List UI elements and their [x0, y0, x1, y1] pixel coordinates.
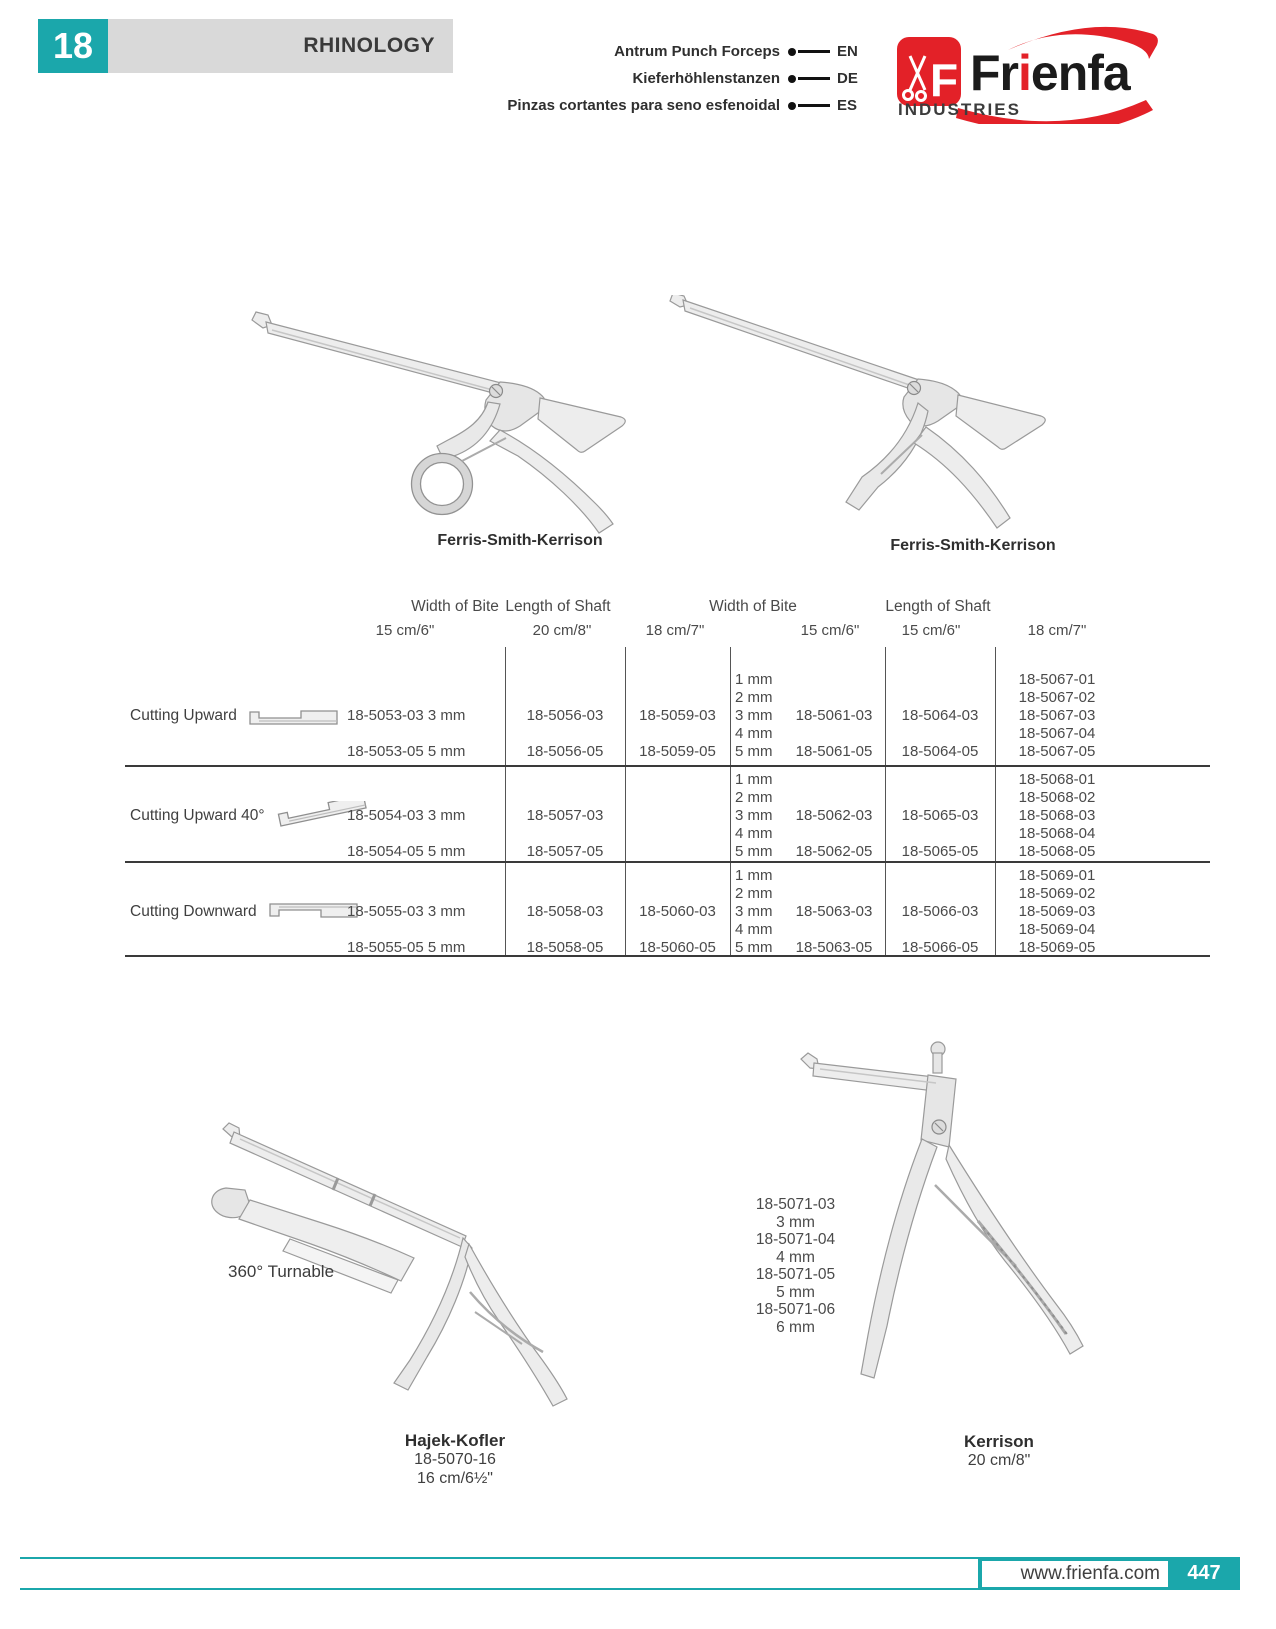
table-cell: [347, 689, 502, 707]
table-cell: [887, 825, 993, 843]
table-cell: 18-5067-03: [1018, 707, 1096, 724]
table-cell: 18-5053-03 3 mm: [347, 707, 466, 724]
table-cell: [887, 867, 993, 885]
table-cell: [507, 921, 623, 939]
brand-subtitle: INDUSTRIES: [898, 100, 1021, 119]
table-cell: [627, 843, 728, 861]
section-title: RHINOLOGY: [303, 34, 435, 57]
table-cell: [347, 725, 502, 743]
table-block-cutting-upward: [125, 671, 1210, 761]
table-cell: 18-5065-03: [901, 807, 979, 824]
product-name-row-en: [383, 38, 863, 65]
table-column-g1_15: [347, 867, 502, 957]
kerrison-code-line: 18-5071-06: [755, 1301, 836, 1318]
lang-code-de: DE: [837, 70, 858, 87]
table-cell: 18-5057-03: [526, 807, 604, 824]
column-header: 20 cm/8": [532, 622, 592, 639]
table-column-g2_15: [785, 771, 883, 861]
lang-code-es: ES: [837, 97, 858, 114]
table-cell: [785, 789, 883, 807]
group-header: Width of Bite: [709, 598, 797, 615]
table-cell: 5 mm: [735, 743, 773, 760]
hajek-kofler-name: Hajek-Kofler: [404, 1431, 506, 1450]
table-cell: 2 mm: [735, 689, 773, 706]
column-header: 15 cm/6": [800, 622, 860, 639]
table-cell: [627, 921, 728, 939]
column-header: 15 cm/6": [375, 622, 435, 639]
table-cell: [785, 867, 883, 885]
table-cell: [785, 825, 883, 843]
kerrison-label: [899, 1432, 1099, 1470]
product-name-de: Kieferhöhlenstanzen: [632, 70, 780, 87]
logo-f: F: [930, 54, 959, 106]
instrument-ferris-smith-kerrison-1: [200, 290, 640, 540]
section-number-box: [38, 19, 108, 73]
column-header: 18 cm/7": [1027, 622, 1087, 639]
table-cell: [627, 671, 728, 689]
kerrison-name: Kerrison: [964, 1432, 1034, 1451]
bullet-line-icon: [788, 75, 830, 83]
table-column-mm: [735, 771, 783, 861]
row-label-cutting-upward-40: Cutting Upward 40°: [130, 771, 342, 861]
table-cell: 18-5058-03: [526, 903, 604, 920]
table-cell: [507, 789, 623, 807]
table-cell: 2 mm: [735, 789, 773, 806]
kerrison-code-line: 18-5071-03: [755, 1196, 836, 1213]
column-header: 18 cm/7": [645, 622, 705, 639]
table-cell: [627, 725, 728, 743]
table-column-g1_18: [627, 671, 728, 761]
table-column-mm: [735, 867, 783, 957]
table-cell: 3 mm: [735, 807, 773, 824]
table-cell: 18-5061-05: [795, 743, 873, 760]
table-cell: 18-5060-05: [639, 939, 716, 956]
table-cell: [347, 867, 502, 885]
row-separator: [125, 765, 1210, 767]
table-cell: 18-5055-05 5 mm: [347, 939, 466, 956]
table-cell: 18-5056-03: [526, 707, 604, 724]
table-block-cutting-upward-40: [125, 771, 1210, 861]
table-cell: 1 mm: [735, 771, 773, 788]
table-cell: [347, 671, 502, 689]
table-cell: 3 mm: [735, 903, 773, 920]
table-block-cutting-downward: [125, 867, 1210, 957]
table-cell: 18-5066-03: [901, 903, 979, 920]
table-cell: 1 mm: [735, 867, 773, 884]
table-cell: [887, 885, 993, 903]
table-cell: 18-5055-03 3 mm: [347, 903, 466, 920]
table-cell: [507, 867, 623, 885]
table-column-g1_15: [347, 671, 502, 761]
product-name-block: [383, 38, 863, 119]
tip-profile-icon: [245, 703, 341, 729]
table-cell: [887, 771, 993, 789]
table-cell: 4 mm: [735, 725, 773, 742]
group-header: Length of Shaft: [505, 598, 611, 615]
table-cell: [507, 885, 623, 903]
instrument-label-2: Ferris-Smith-Kerrison: [890, 537, 1056, 554]
table-cell: 2 mm: [735, 885, 773, 902]
kerrison-code-line: 3 mm: [776, 1213, 815, 1231]
instrument-label-1: Ferris-Smith-Kerrison: [437, 532, 603, 549]
table-cell: 18-5059-05: [639, 743, 716, 760]
table-cell: 18-5068-04: [1018, 825, 1096, 842]
table-column-g2_18: [997, 867, 1117, 957]
row-separator: [125, 861, 1210, 863]
kerrison-code-line: 4 mm: [776, 1248, 815, 1266]
table-column-g1_15: [347, 771, 502, 861]
website-link[interactable]: www.frienfa.com: [982, 1561, 1168, 1587]
table-cell: 18-5068-02: [1018, 789, 1096, 806]
hajek-kofler-label: [335, 1431, 575, 1488]
kerrison-code-line: 18-5071-04: [755, 1231, 836, 1248]
table-column-g2_20: [887, 671, 993, 761]
table-cell: 18-5065-05: [901, 843, 979, 860]
table-cell: [507, 725, 623, 743]
table-cell: 18-5069-03: [1018, 903, 1096, 920]
table-cell: [887, 789, 993, 807]
kerrison-code-line: 6 mm: [776, 1318, 815, 1336]
table-cell: 18-5066-05: [901, 939, 979, 956]
table-cell: [887, 671, 993, 689]
table-cell: 18-5062-03: [795, 807, 873, 824]
table-column-g1_20: [507, 867, 623, 957]
product-table: [125, 595, 1210, 967]
group-header: Length of Shaft: [885, 598, 991, 615]
table-cell: 18-5060-03: [639, 903, 716, 920]
table-cell: 18-5061-03: [795, 707, 873, 724]
table-cell: [627, 771, 728, 789]
column-header: 15 cm/6": [901, 622, 961, 639]
product-name-en: Antrum Punch Forceps: [614, 43, 780, 60]
table-cell: [347, 789, 502, 807]
table-cell: 18-5063-05: [795, 939, 873, 956]
table-cell: 5 mm: [735, 939, 773, 956]
table-cell: [627, 867, 728, 885]
table-cell: 18-5069-02: [1018, 885, 1096, 902]
brand-name: Frienfa: [970, 45, 1130, 101]
table-cell: [627, 689, 728, 707]
table-column-g1_20: [507, 771, 623, 861]
table-column-g2_20: [887, 867, 993, 957]
table-column-g2_20: [887, 771, 993, 861]
table-cell: [347, 921, 502, 939]
product-name-row-es: [383, 92, 863, 119]
table-cell: [347, 825, 502, 843]
table-cell: [627, 807, 728, 825]
table-cell: 18-5063-03: [795, 903, 873, 920]
table-column-g2_18: [997, 771, 1117, 861]
table-cell: [785, 725, 883, 743]
table-cell: 18-5069-01: [1018, 867, 1096, 884]
table-cell: 18-5062-05: [795, 843, 873, 860]
table-cell: [887, 689, 993, 707]
table-cell: [785, 885, 883, 903]
instrument-hajek-kofler: [170, 1110, 670, 1410]
table-cell: 18-5068-03: [1018, 807, 1096, 824]
table-cell: [507, 671, 623, 689]
product-name-row-de: [383, 65, 863, 92]
kerrison-codes-list: [723, 1196, 868, 1336]
table-column-g2_15: [785, 867, 883, 957]
lang-code-en: EN: [837, 43, 858, 60]
table-cell: 18-5054-03 3 mm: [347, 807, 466, 824]
brand-red-i: i: [1018, 45, 1031, 101]
table-column-mm: [735, 671, 783, 761]
table-cell: 3 mm: [735, 707, 773, 724]
table-cell: 18-5059-03: [639, 707, 716, 724]
table-cell: 18-5064-05: [901, 743, 979, 760]
row-label-cutting-downward: Cutting Downward: [130, 867, 342, 957]
instrument-ferris-smith-kerrison-2: [650, 295, 1070, 545]
table-cell: [507, 689, 623, 707]
table-cell: 18-5069-05: [1018, 939, 1096, 956]
table-column-g1_18: [627, 771, 728, 861]
table-column-g2_18: [997, 671, 1117, 761]
table-cell: [507, 825, 623, 843]
table-cell: 18-5057-05: [526, 843, 604, 860]
table-cell: 18-5067-02: [1018, 689, 1096, 706]
table-column-g2_15: [785, 671, 883, 761]
table-cell: 18-5054-05 5 mm: [347, 843, 466, 860]
table-cell: [887, 725, 993, 743]
product-name-es: Pinzas cortantes para seno esfenoidal: [507, 97, 780, 114]
kerrison-code-line: 5 mm: [776, 1283, 815, 1301]
page-number: 447: [1187, 1562, 1221, 1584]
table-cell: 4 mm: [735, 921, 773, 938]
table-cell: 18-5067-04: [1018, 725, 1096, 742]
table-cell: 18-5067-05: [1018, 743, 1096, 760]
row-label-cutting-upward: Cutting Upward: [130, 671, 342, 761]
table-cell: [785, 689, 883, 707]
table-column-g1_20: [507, 671, 623, 761]
hajek-kofler-size: 16 cm/6½": [417, 1470, 493, 1487]
table-cell: 18-5068-05: [1018, 843, 1096, 860]
table-cell: [627, 825, 728, 843]
table-cell: 18-5064-03: [901, 707, 979, 724]
table-cell: 18-5069-04: [1018, 921, 1096, 938]
table-cell: 18-5056-05: [526, 743, 604, 760]
footer-rule-bottom: [20, 1588, 1240, 1590]
bullet-line-icon: [788, 48, 830, 56]
table-cell: 4 mm: [735, 825, 773, 842]
kerrison-size: 20 cm/8": [967, 1452, 1031, 1469]
table-cell: [785, 921, 883, 939]
hajek-kofler-code: 18-5070-16: [414, 1451, 496, 1468]
table-cell: [347, 771, 502, 789]
table-cell: [347, 885, 502, 903]
table-column-g1_18: [627, 867, 728, 957]
table-cell: 5 mm: [735, 843, 773, 860]
group-header: Width of Bite: [411, 598, 499, 615]
kerrison-code-line: 18-5071-05: [755, 1266, 836, 1283]
section-number: 18: [52, 25, 94, 66]
table-cell: [887, 921, 993, 939]
table-cell: 18-5067-01: [1018, 671, 1096, 688]
bullet-line-icon: [788, 102, 830, 110]
table-cell: [627, 789, 728, 807]
table-cell: [627, 885, 728, 903]
table-cell: 1 mm: [735, 671, 773, 688]
table-cell: [785, 671, 883, 689]
brand-logo: [858, 14, 1168, 124]
table-cell: [507, 771, 623, 789]
table-cell: 18-5068-01: [1018, 771, 1096, 788]
table-cell: 18-5053-05 5 mm: [347, 743, 466, 760]
table-cell: 18-5058-05: [526, 939, 604, 956]
turnable-note: 360° Turnable: [228, 1262, 335, 1281]
table-cell: [785, 771, 883, 789]
